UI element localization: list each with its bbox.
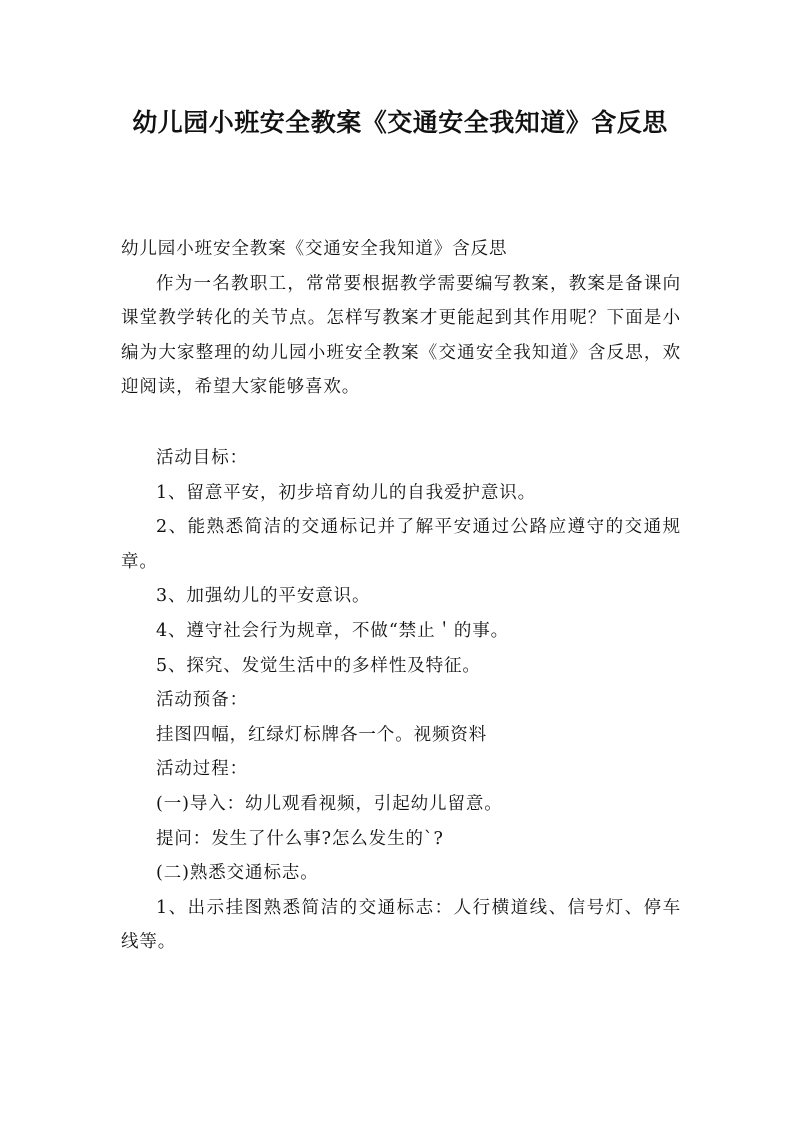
body-paragraph: 3、加强幼儿的平安意识。 bbox=[156, 586, 371, 607]
body-paragraph: (二)熟悉交通标志。 bbox=[156, 863, 319, 884]
paragraph-spacer bbox=[121, 405, 681, 441]
body-paragraph: 挂图四幅，红绿灯标牌各一个。视频资料 bbox=[156, 724, 488, 745]
body-paragraph: 1、留意平安，初步培育幼儿的自我爱护意识。 bbox=[156, 482, 537, 503]
body-paragraph: 活动过程： bbox=[156, 759, 248, 780]
document-body bbox=[121, 232, 681, 960]
body-paragraph: 5、探究、发觉生活中的多样性及特征。 bbox=[156, 655, 481, 676]
body-paragraph: 2、能熟悉简洁的交通标记并了解平安通过公路应遵守的交通规章。 bbox=[121, 517, 681, 572]
document-subtitle: 幼儿园小班安全教案《交通安全我知道》含反思 bbox=[121, 239, 508, 259]
body-paragraph: 1、出示挂图熟悉简洁的交通标志：人行横道线、信号灯、停车线等。 bbox=[121, 897, 681, 953]
body-paragraph: (一)导入：幼儿观看视频，引起幼儿留意。 bbox=[156, 793, 503, 814]
body-paragraph: 活动预备： bbox=[156, 690, 248, 711]
body-paragraph: 活动目标： bbox=[156, 447, 248, 468]
body-paragraph: 作为一名教职工，常常要根据教学需要编写教案，教案是备课向课堂教学转化的关节点。怎样写教案才更能起到其作用呢？下面是小编为大家整理的幼儿园小班安全教案《交通安全我知道》含反思，欢迎阅读，希望大家能够喜欢。 bbox=[121, 273, 681, 398]
body-paragraph: 提问：发生了什么事?怎么发生的`? bbox=[156, 828, 444, 849]
document-title: 幼儿园小班安全教案《交通安全我知道》含反思 bbox=[132, 108, 668, 137]
body-paragraph: 4、遵守社会行为规章，不做“禁止＇的事。 bbox=[156, 620, 510, 641]
